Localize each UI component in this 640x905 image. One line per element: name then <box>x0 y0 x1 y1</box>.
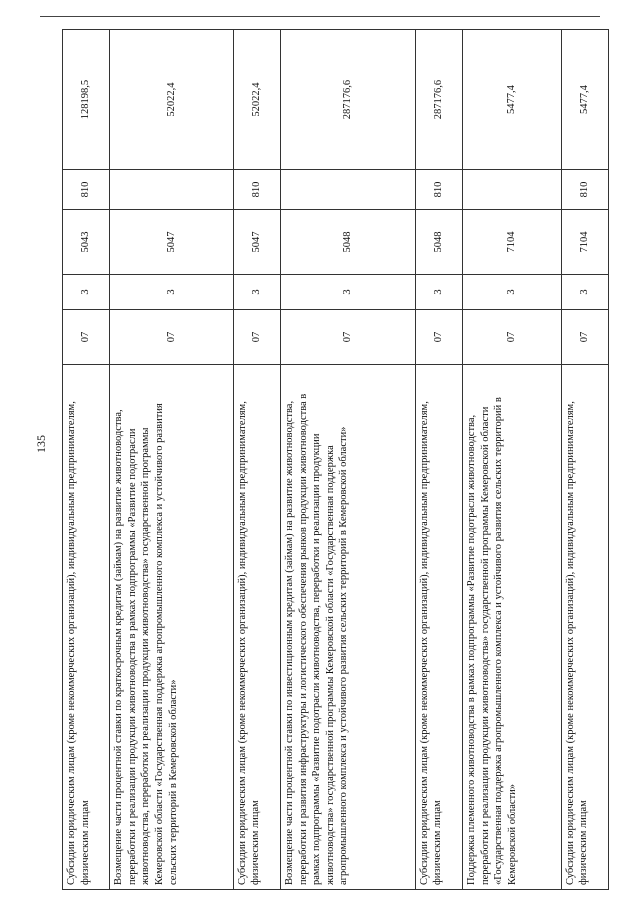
row-subsection: 3 <box>110 275 234 310</box>
row-section: 07 <box>462 310 561 365</box>
row-description: Субсидии юридическим лицам (кроме некоммерческих организаций), индивидуальным предпринимателям, физическим лицам <box>63 365 110 890</box>
row-description: Субсидии юридическим лицам (кроме некоммерческих организаций), индивидуальным предпринимателям, физическим лицам <box>561 365 608 890</box>
row-target-code: 7104 <box>561 210 608 275</box>
table-row <box>63 30 110 890</box>
row-description: Субсидии юридическим лицам (кроме некоммерческих организаций), индивидуальным предпринимателям, физическим лицам <box>233 365 280 890</box>
row-target-code: 5048 <box>415 210 462 275</box>
row-section: 07 <box>561 310 608 365</box>
row-target-code: 5043 <box>63 210 110 275</box>
row-section: 07 <box>233 310 280 365</box>
row-description: Возмещение части процентной ставки по краткосрочным кредитам (займам) на развитие животноводства, переработки и реализации продукции животноводства в рамках подпрограммы «Развитие подотрасли животноводства, переработки и реализации продукции животноводства» государственной программы Кемеровской области «Государственная поддержка агропромышленного комплекса и устойчивого развития сельских территорий в Кемеровской области» <box>110 365 234 890</box>
budget-table <box>62 29 609 890</box>
row-amount: 287176,6 <box>280 30 415 170</box>
row-amount: 5477,4 <box>462 30 561 170</box>
row-subsection: 3 <box>280 275 415 310</box>
row-section: 07 <box>110 310 234 365</box>
row-target-code: 5047 <box>233 210 280 275</box>
row-section: 07 <box>280 310 415 365</box>
row-expense-type <box>462 170 561 210</box>
row-description: Субсидии юридическим лицам (кроме некоммерческих организаций), индивидуальным предпринимателям, физическим лицам <box>415 365 462 890</box>
table-row <box>462 30 561 890</box>
row-subsection: 3 <box>63 275 110 310</box>
table-row <box>415 30 462 890</box>
row-section: 07 <box>415 310 462 365</box>
row-subsection: 3 <box>462 275 561 310</box>
row-subsection: 3 <box>233 275 280 310</box>
table-row <box>110 30 234 890</box>
row-target-code: 5047 <box>110 210 234 275</box>
row-expense-type <box>280 170 415 210</box>
row-expense-type <box>110 170 234 210</box>
row-subsection: 3 <box>561 275 608 310</box>
row-target-code: 7104 <box>462 210 561 275</box>
page-number: 135 <box>34 435 48 453</box>
row-description: Поддержка племенного животноводства в рамках подпрограммы «Развитие подотрасли животноводства, переработки и реализации продукции животноводства» государственной программы Кемеровской области «Государственная поддержка агропромышленного комплекса и устойчивого развития сельских территорий в Кемеровской области» <box>462 365 561 890</box>
row-expense-type: 810 <box>233 170 280 210</box>
top-rule <box>40 16 600 17</box>
row-amount: 52022,4 <box>110 30 234 170</box>
row-amount: 287176,6 <box>415 30 462 170</box>
row-expense-type: 810 <box>561 170 608 210</box>
table-row <box>233 30 280 890</box>
row-amount: 5477,4 <box>561 30 608 170</box>
row-expense-type: 810 <box>415 170 462 210</box>
row-target-code: 5048 <box>280 210 415 275</box>
table-row <box>561 30 608 890</box>
row-expense-type: 810 <box>63 170 110 210</box>
row-description: Возмещение части процентной ставки по инвестиционным кредитам (займам) на развитие животноводства, переработки и развития инфраструктуры и логистического обеспечения рынков продукции животноводства в рамках подпрограммы «Развитие подотрасли животноводства, переработки и реализации продукции животноводства» государственной программы Кемеровской области «Государственная поддержка агропромышленного комплекса и устойчивого развития сельских территорий в Кемеровской области» <box>280 365 415 890</box>
row-section: 07 <box>63 310 110 365</box>
row-subsection: 3 <box>415 275 462 310</box>
table-row <box>280 30 415 890</box>
rotated-table-container <box>62 30 609 890</box>
row-amount: 128198,5 <box>63 30 110 170</box>
row-amount: 52022,4 <box>233 30 280 170</box>
